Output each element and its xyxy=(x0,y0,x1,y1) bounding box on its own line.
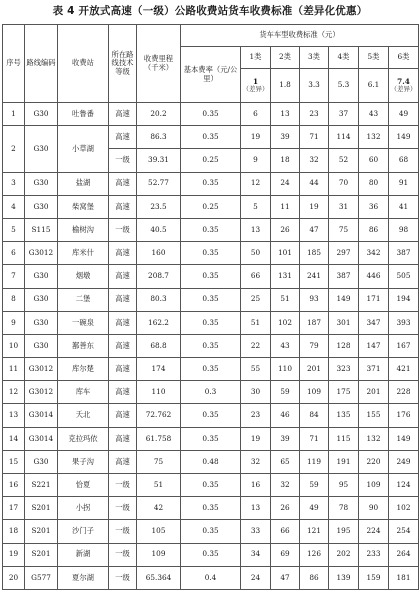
cell-fee-class-5: 371 xyxy=(359,358,389,381)
cell-mileage: 20.2 xyxy=(137,103,181,126)
cell-fee-class-2: 69 xyxy=(271,543,300,566)
cell-mileage: 51 xyxy=(137,474,181,497)
cell-fee-class-1: 16 xyxy=(241,474,271,497)
cell-seq: 7 xyxy=(3,265,25,288)
cell-fee-class-4: 175 xyxy=(329,381,359,404)
cell-base-rate: 0.4 xyxy=(181,566,241,589)
cell-fee-class-1: 19 xyxy=(241,427,271,450)
cell-fee-class-3: 201 xyxy=(300,358,329,381)
cell-fee-class-2: 51 xyxy=(271,288,300,311)
header-class-5: 5类 xyxy=(359,47,389,69)
cell-base-rate: 0.35 xyxy=(181,172,241,195)
cell-seq: 5 xyxy=(3,218,25,241)
cell-fee-class-6: 49 xyxy=(389,103,419,126)
cell-fee-class-6: 176 xyxy=(389,404,419,427)
header-class-3: 3类 xyxy=(300,47,329,69)
cell-seq: 16 xyxy=(3,474,25,497)
cell-fee-class-4: 78 xyxy=(329,497,359,520)
table-row xyxy=(3,404,419,427)
cell-fee-class-2: 102 xyxy=(271,311,300,334)
table-row xyxy=(3,195,419,218)
cell-fee-class-5: 159 xyxy=(359,566,389,589)
header-mult-1: 1 （差异） xyxy=(241,69,271,103)
table-row xyxy=(3,103,419,126)
cell-fee-class-4: 115 xyxy=(329,427,359,450)
cell-fee-class-4: 70 xyxy=(329,172,359,195)
header-note-1: （差异） xyxy=(242,84,269,93)
cell-route-code: G30 xyxy=(25,450,58,473)
cell-fee-class-5: 347 xyxy=(359,311,389,334)
header-mult-3: 3.3 xyxy=(300,69,329,103)
header-class-4: 4类 xyxy=(329,47,359,69)
cell-fee-class-6: 98 xyxy=(389,218,419,241)
cell-tech-grade: 高速 xyxy=(109,334,137,357)
cell-route-code: S201 xyxy=(25,543,58,566)
cell-mileage: 162.2 xyxy=(137,311,181,334)
cell-seq: 11 xyxy=(3,358,25,381)
cell-fee-class-3: 119 xyxy=(300,450,329,473)
cell-base-rate: 0.25 xyxy=(181,149,241,172)
header-group-title: 货车车型收费标准（元） xyxy=(181,25,419,47)
cell-fee-class-5: 446 xyxy=(359,265,389,288)
cell-fee-class-1: 13 xyxy=(241,497,271,520)
cell-fee-class-6: 68 xyxy=(389,149,419,172)
cell-seq: 17 xyxy=(3,497,25,520)
table-row xyxy=(3,311,419,334)
cell-station: 夏尔湖 xyxy=(58,566,109,589)
cell-base-rate: 0.35 xyxy=(181,543,241,566)
cell-mileage: 68.8 xyxy=(137,334,181,357)
cell-tech-grade: 一级 xyxy=(109,497,137,520)
cell-fee-class-6: 167 xyxy=(389,334,419,357)
cell-station: 小拐 xyxy=(58,497,109,520)
cell-fee-class-3: 93 xyxy=(300,288,329,311)
cell-fee-class-6: 181 xyxy=(389,566,419,589)
cell-base-rate: 0.35 xyxy=(181,265,241,288)
cell-fee-class-4: 387 xyxy=(329,265,359,288)
cell-route-code: G3014 xyxy=(25,404,58,427)
cell-fee-class-3: 126 xyxy=(300,543,329,566)
cell-tech-grade: 高速 xyxy=(109,195,137,218)
cell-station: 库车 xyxy=(58,381,109,404)
cell-fee-class-6: 41 xyxy=(389,195,419,218)
table-header xyxy=(3,25,419,103)
cell-seq: 10 xyxy=(3,334,25,357)
cell-mileage: 80.3 xyxy=(137,288,181,311)
cell-base-rate: 0.35 xyxy=(181,497,241,520)
cell-fee-class-4: 301 xyxy=(329,311,359,334)
cell-fee-class-5: 90 xyxy=(359,497,389,520)
cell-station: 果子沟 xyxy=(58,450,109,473)
cell-fee-class-4: 191 xyxy=(329,450,359,473)
cell-fee-class-3: 86 xyxy=(300,566,329,589)
table-row xyxy=(3,474,419,497)
cell-station: 克拉玛依 xyxy=(58,427,109,450)
cell-fee-class-6: 387 xyxy=(389,242,419,265)
cell-base-rate: 0.35 xyxy=(181,358,241,381)
cell-fee-class-6: 149 xyxy=(389,126,419,149)
cell-fee-class-1: 5 xyxy=(241,195,271,218)
cell-seq: 19 xyxy=(3,543,25,566)
cell-fee-class-2: 59 xyxy=(271,381,300,404)
cell-station: 一碗泉 xyxy=(58,311,109,334)
cell-mileage: 109 xyxy=(137,543,181,566)
cell-fee-class-4: 37 xyxy=(329,103,359,126)
cell-tech-grade: 一级 xyxy=(109,474,137,497)
cell-fee-class-2: 110 xyxy=(271,358,300,381)
cell-station: 鄯善东 xyxy=(58,334,109,357)
header-base-rate: 基本费率（元/公里） xyxy=(181,47,241,103)
table-title: 表 4 开放式高速（一级）公路收费站货车收费标准（差异化优惠） xyxy=(52,5,368,17)
table-row xyxy=(3,265,419,288)
cell-fee-class-2: 66 xyxy=(271,520,300,543)
cell-mileage: 23.5 xyxy=(137,195,181,218)
cell-fee-class-1: 34 xyxy=(241,543,271,566)
cell-route-code: G3012 xyxy=(25,381,58,404)
cell-station: 恰夏 xyxy=(58,474,109,497)
cell-fee-class-5: 36 xyxy=(359,195,389,218)
cell-fee-class-3: 121 xyxy=(300,520,329,543)
cell-fee-class-3: 19 xyxy=(300,195,329,218)
cell-fee-class-3: 109 xyxy=(300,381,329,404)
cell-fee-class-2: 65 xyxy=(271,450,300,473)
cell-fee-class-2: 39 xyxy=(271,427,300,450)
header-mult-4: 5.3 xyxy=(329,69,359,103)
cell-route-code: G30 xyxy=(25,334,58,357)
cell-fee-class-1: 23 xyxy=(241,404,271,427)
cell-fee-class-1: 50 xyxy=(241,242,271,265)
cell-fee-class-2: 101 xyxy=(271,242,300,265)
cell-fee-class-5: 224 xyxy=(359,520,389,543)
cell-route-code: S201 xyxy=(25,520,58,543)
cell-fee-class-2: 18 xyxy=(271,149,300,172)
header-class-1: 1类 xyxy=(241,47,271,69)
cell-base-rate: 0.35 xyxy=(181,404,241,427)
cell-station: 烟墩 xyxy=(58,265,109,288)
cell-base-rate: 0.35 xyxy=(181,288,241,311)
cell-fee-class-2: 39 xyxy=(271,126,300,149)
table-row xyxy=(3,450,419,473)
cell-fee-class-3: 59 xyxy=(300,474,329,497)
cell-tech-grade: 高速 xyxy=(109,172,137,195)
cell-base-rate: 0.35 xyxy=(181,103,241,126)
cell-base-rate: 0.25 xyxy=(181,195,241,218)
table-row xyxy=(3,381,419,404)
header-mult-6: 7.4 （差异） xyxy=(389,69,419,103)
cell-fee-class-4: 202 xyxy=(329,543,359,566)
header-class-6: 6类 xyxy=(389,47,419,69)
cell-mileage: 86.3 xyxy=(137,126,181,149)
cell-fee-class-6: 505 xyxy=(389,265,419,288)
header-route-code: 路线编码 xyxy=(25,25,58,103)
header-mileage: 收费里程（千米） xyxy=(137,25,181,103)
toll-rate-table xyxy=(2,24,419,590)
cell-fee-class-6: 124 xyxy=(389,474,419,497)
cell-fee-class-4: 195 xyxy=(329,520,359,543)
cell-fee-class-4: 75 xyxy=(329,218,359,241)
cell-fee-class-5: 155 xyxy=(359,404,389,427)
cell-fee-class-4: 135 xyxy=(329,404,359,427)
cell-fee-class-4: 52 xyxy=(329,149,359,172)
cell-fee-class-2: 47 xyxy=(271,566,300,589)
cell-fee-class-1: 9 xyxy=(241,149,271,172)
cell-base-rate: 0.35 xyxy=(181,520,241,543)
cell-fee-class-3: 47 xyxy=(300,218,329,241)
cell-route-code: G30 xyxy=(25,126,58,172)
cell-fee-class-6: 264 xyxy=(389,543,419,566)
cell-fee-class-3: 185 xyxy=(300,242,329,265)
cell-station: 新湖 xyxy=(58,543,109,566)
cell-station: 榆树沟 xyxy=(58,218,109,241)
cell-base-rate: 0.35 xyxy=(181,311,241,334)
header-seq: 序号 xyxy=(3,25,25,103)
table-row xyxy=(3,566,419,589)
cell-mileage: 75 xyxy=(137,450,181,473)
header-tech-grade: 所在路线技术等级 xyxy=(109,25,137,103)
cell-tech-grade: 高速 xyxy=(109,126,137,149)
table-row xyxy=(3,242,419,265)
cell-fee-class-1: 51 xyxy=(241,311,271,334)
cell-fee-class-4: 128 xyxy=(329,334,359,357)
cell-mileage: 52.77 xyxy=(137,172,181,195)
cell-fee-class-1: 19 xyxy=(241,126,271,149)
cell-fee-class-3: 23 xyxy=(300,103,329,126)
cell-tech-grade: 高速 xyxy=(109,311,137,334)
cell-station: 盐湖 xyxy=(58,172,109,195)
cell-seq: 13 xyxy=(3,404,25,427)
cell-mileage: 42 xyxy=(137,497,181,520)
cell-fee-class-5: 60 xyxy=(359,149,389,172)
cell-seq: 6 xyxy=(3,242,25,265)
cell-fee-class-6: 149 xyxy=(389,427,419,450)
cell-route-code: G30 xyxy=(25,311,58,334)
cell-fee-class-2: 46 xyxy=(271,404,300,427)
cell-mileage: 39.31 xyxy=(137,149,181,172)
cell-tech-grade: 高速 xyxy=(109,358,137,381)
cell-station: 吐鲁番 xyxy=(58,103,109,126)
cell-fee-class-4: 149 xyxy=(329,288,359,311)
cell-route-code: S115 xyxy=(25,218,58,241)
cell-tech-grade: 高速 xyxy=(109,103,137,126)
cell-mileage: 160 xyxy=(137,242,181,265)
table-row xyxy=(3,543,419,566)
cell-fee-class-1: 55 xyxy=(241,358,271,381)
cell-tech-grade: 高速 xyxy=(109,381,137,404)
cell-base-rate: 0.35 xyxy=(181,242,241,265)
cell-mileage: 65.364 xyxy=(137,566,181,589)
header-station: 收费站 xyxy=(58,25,109,103)
cell-seq: 9 xyxy=(3,311,25,334)
table-row xyxy=(3,427,419,450)
cell-station: 沙门子 xyxy=(58,520,109,543)
header-note-6: （差异） xyxy=(390,84,417,93)
cell-fee-class-5: 132 xyxy=(359,126,389,149)
cell-tech-grade: 一级 xyxy=(109,149,137,172)
cell-fee-class-5: 80 xyxy=(359,172,389,195)
cell-seq: 18 xyxy=(3,520,25,543)
cell-fee-class-1: 22 xyxy=(241,334,271,357)
cell-seq: 8 xyxy=(3,288,25,311)
cell-fee-class-1: 13 xyxy=(241,218,271,241)
cell-fee-class-6: 91 xyxy=(389,172,419,195)
cell-seq: 20 xyxy=(3,566,25,589)
cell-fee-class-3: 79 xyxy=(300,334,329,357)
cell-fee-class-1: 30 xyxy=(241,381,271,404)
cell-mileage: 61.758 xyxy=(137,427,181,450)
cell-seq: 4 xyxy=(3,195,25,218)
cell-fee-class-5: 233 xyxy=(359,543,389,566)
cell-fee-class-3: 187 xyxy=(300,311,329,334)
cell-route-code: G30 xyxy=(25,172,58,195)
cell-fee-class-5: 342 xyxy=(359,242,389,265)
table-row xyxy=(3,520,419,543)
cell-route-code: S201 xyxy=(25,497,58,520)
cell-fee-class-6: 254 xyxy=(389,520,419,543)
cell-station: 二堡 xyxy=(58,288,109,311)
cell-fee-class-3: 241 xyxy=(300,265,329,288)
cell-fee-class-3: 71 xyxy=(300,126,329,149)
cell-tech-grade: 高速 xyxy=(109,288,137,311)
cell-fee-class-5: 220 xyxy=(359,450,389,473)
cell-tech-grade: 一级 xyxy=(109,218,137,241)
cell-fee-class-2: 13 xyxy=(271,103,300,126)
cell-route-code: G30 xyxy=(25,265,58,288)
cell-fee-class-2: 11 xyxy=(271,195,300,218)
cell-station: 库米什 xyxy=(58,242,109,265)
cell-route-code: G3014 xyxy=(25,427,58,450)
cell-fee-class-3: 49 xyxy=(300,497,329,520)
cell-station: 柴窝堡 xyxy=(58,195,109,218)
cell-route-code: G30 xyxy=(25,103,58,126)
cell-mileage: 105 xyxy=(137,520,181,543)
cell-fee-class-3: 71 xyxy=(300,427,329,450)
cell-base-rate: 0.48 xyxy=(181,450,241,473)
cell-mileage: 40.5 xyxy=(137,218,181,241)
cell-base-rate: 0.35 xyxy=(181,474,241,497)
cell-fee-class-5: 43 xyxy=(359,103,389,126)
cell-base-rate: 0.35 xyxy=(181,126,241,149)
cell-station: 小草湖 xyxy=(58,126,109,172)
cell-fee-class-6: 249 xyxy=(389,450,419,473)
cell-fee-class-5: 147 xyxy=(359,334,389,357)
cell-fee-class-2: 26 xyxy=(271,218,300,241)
cell-fee-class-1: 32 xyxy=(241,450,271,473)
cell-fee-class-6: 393 xyxy=(389,311,419,334)
cell-tech-grade: 高速 xyxy=(109,265,137,288)
header-class-2: 2类 xyxy=(271,47,300,69)
table-row xyxy=(3,497,419,520)
table-row xyxy=(3,288,419,311)
cell-fee-class-4: 139 xyxy=(329,566,359,589)
table-row xyxy=(3,334,419,357)
cell-fee-class-4: 297 xyxy=(329,242,359,265)
cell-fee-class-5: 109 xyxy=(359,474,389,497)
cell-route-code: G30 xyxy=(25,288,58,311)
cell-fee-class-2: 24 xyxy=(271,172,300,195)
cell-fee-class-5: 86 xyxy=(359,218,389,241)
cell-seq: 3 xyxy=(3,172,25,195)
cell-base-rate: 0.35 xyxy=(181,334,241,357)
cell-fee-class-5: 132 xyxy=(359,427,389,450)
cell-fee-class-2: 131 xyxy=(271,265,300,288)
cell-fee-class-6: 102 xyxy=(389,497,419,520)
cell-fee-class-5: 171 xyxy=(359,288,389,311)
cell-fee-class-1: 33 xyxy=(241,520,271,543)
table-row xyxy=(3,358,419,381)
cell-fee-class-5: 201 xyxy=(359,381,389,404)
cell-tech-grade: 高速 xyxy=(109,450,137,473)
cell-fee-class-3: 44 xyxy=(300,172,329,195)
cell-mileage: 174 xyxy=(137,358,181,381)
cell-fee-class-2: 32 xyxy=(271,474,300,497)
cell-route-code: G30 xyxy=(25,195,58,218)
cell-route-code: G3012 xyxy=(25,358,58,381)
cell-fee-class-4: 95 xyxy=(329,474,359,497)
table-row xyxy=(3,126,419,149)
cell-fee-class-4: 31 xyxy=(329,195,359,218)
cell-fee-class-4: 114 xyxy=(329,126,359,149)
table-row xyxy=(3,218,419,241)
cell-seq: 15 xyxy=(3,450,25,473)
cell-mileage: 208.7 xyxy=(137,265,181,288)
cell-base-rate: 0.35 xyxy=(181,218,241,241)
cell-fee-class-1: 12 xyxy=(241,172,271,195)
cell-route-code: G3012 xyxy=(25,242,58,265)
cell-route-code: S221 xyxy=(25,474,58,497)
table-row xyxy=(3,172,419,195)
cell-seq: 14 xyxy=(3,427,25,450)
cell-fee-class-4: 323 xyxy=(329,358,359,381)
cell-route-code: G577 xyxy=(25,566,58,589)
cell-seq: 2 xyxy=(3,126,25,172)
cell-fee-class-3: 84 xyxy=(300,404,329,427)
cell-tech-grade: 一级 xyxy=(109,520,137,543)
cell-fee-class-3: 32 xyxy=(300,149,329,172)
cell-mileage: 110 xyxy=(137,381,181,404)
cell-tech-grade: 一级 xyxy=(109,566,137,589)
cell-base-rate: 0.3 xyxy=(181,381,241,404)
cell-fee-class-1: 24 xyxy=(241,566,271,589)
cell-seq: 12 xyxy=(3,381,25,404)
table-body xyxy=(3,103,419,590)
header-mult-2: 1.8 xyxy=(271,69,300,103)
cell-seq: 1 xyxy=(3,103,25,126)
cell-tech-grade: 一级 xyxy=(109,543,137,566)
cell-fee-class-2: 26 xyxy=(271,497,300,520)
cell-fee-class-1: 6 xyxy=(241,103,271,126)
cell-fee-class-6: 194 xyxy=(389,288,419,311)
cell-tech-grade: 高速 xyxy=(109,242,137,265)
cell-station: 夭北 xyxy=(58,404,109,427)
header-mult-5: 6.1 xyxy=(359,69,389,103)
cell-station: 库尔楚 xyxy=(58,358,109,381)
cell-fee-class-6: 228 xyxy=(389,381,419,404)
cell-fee-class-1: 66 xyxy=(241,265,271,288)
cell-base-rate: 0.35 xyxy=(181,427,241,450)
cell-fee-class-1: 25 xyxy=(241,288,271,311)
cell-tech-grade: 高速 xyxy=(109,427,137,450)
cell-fee-class-6: 421 xyxy=(389,358,419,381)
cell-tech-grade: 高速 xyxy=(109,404,137,427)
cell-mileage: 72.762 xyxy=(137,404,181,427)
cell-fee-class-2: 43 xyxy=(271,334,300,357)
